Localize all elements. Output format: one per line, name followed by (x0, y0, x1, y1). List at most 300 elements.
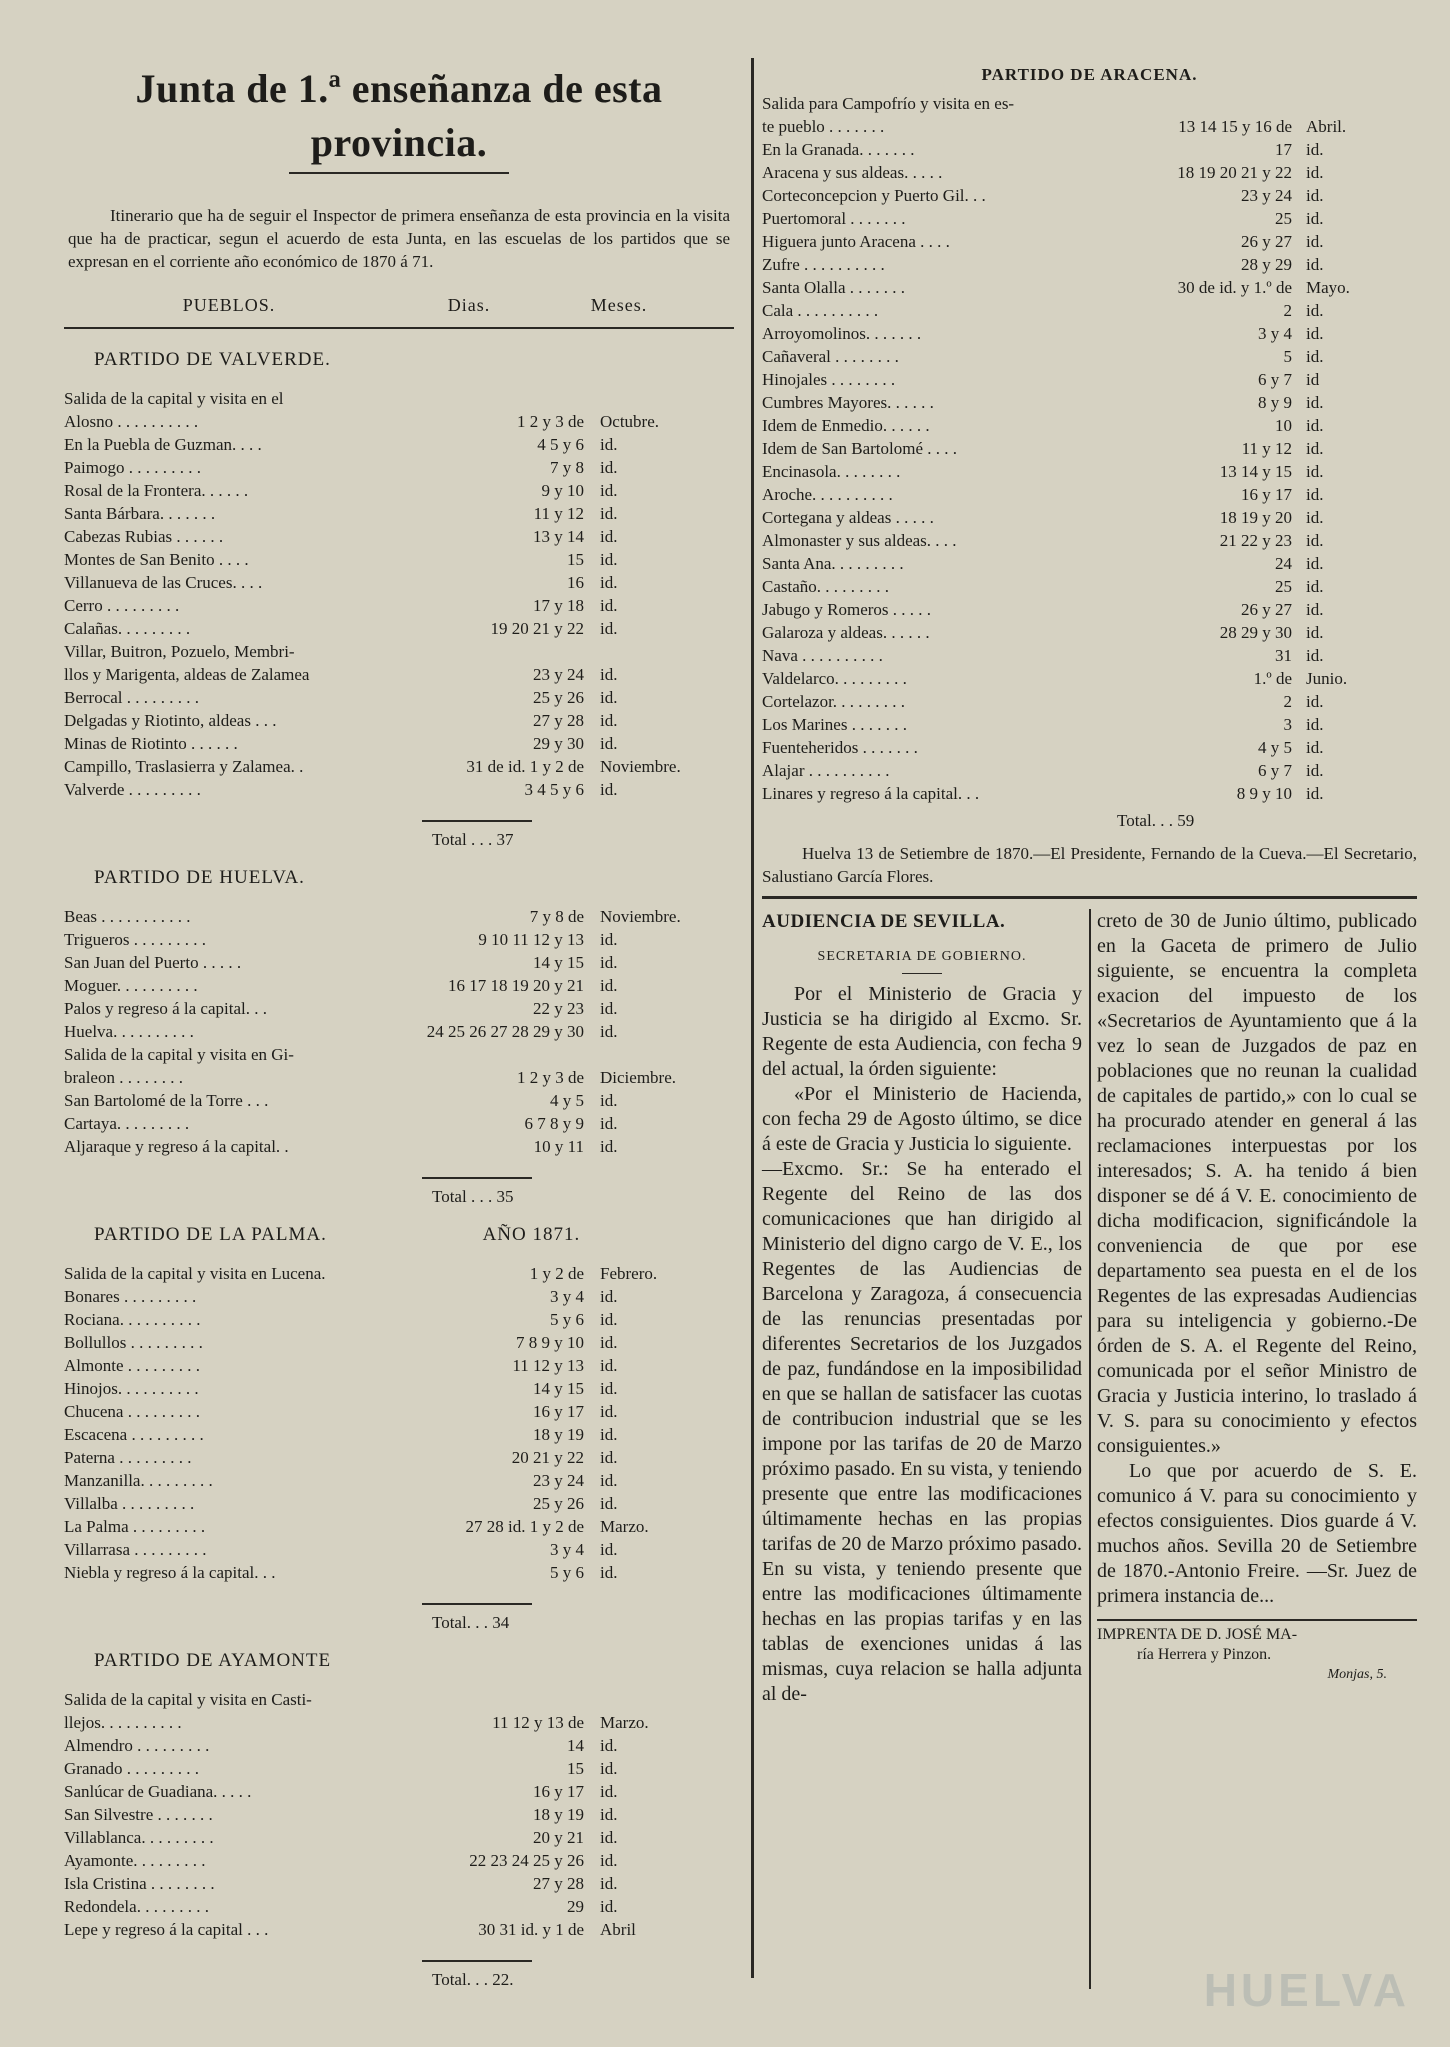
table-row (64, 732, 734, 755)
dias-cell: 13 14 y 15 (1219, 462, 1292, 481)
meses-cell: id. (1306, 324, 1324, 343)
table-row (64, 1400, 734, 1423)
page-title: Junta de 1.ª enseñanza de esta provincia. (135, 66, 663, 165)
meses-cell: id. (600, 1310, 618, 1329)
meses-cell: id. (600, 1851, 618, 1870)
pueblo-cell: Galaroza y aldeas. . . . . . (762, 623, 930, 642)
dias-cell: 11 12 y 13 (512, 1356, 584, 1375)
table-row (762, 552, 1417, 575)
table-row (762, 345, 1417, 368)
dias-cell: 1 2 y 3 de (516, 412, 584, 431)
section-heading-aracena: PARTIDO DE ARACENA. (981, 65, 1198, 84)
dias-cell: 11 12 y 13 de (492, 1713, 584, 1732)
meses-cell: Abril. (1306, 117, 1347, 136)
meses-cell: Febrero. (600, 1264, 658, 1283)
dias-cell: 20 y 21 (533, 1828, 584, 1847)
table-row (64, 1135, 734, 1158)
total-huelva (64, 1162, 734, 1208)
title-rule (289, 172, 509, 174)
meses-cell: Junio. (1306, 669, 1348, 688)
meses-cell: id. (600, 1471, 618, 1490)
table-row (762, 529, 1417, 552)
pueblo-cell: Cañaveral . . . . . . . . (762, 347, 899, 366)
dias-cell: 18 19 y 20 (1219, 508, 1292, 527)
pueblo-cell: En la Granada. . . . . . . (762, 140, 915, 159)
table-row (762, 621, 1417, 644)
pueblo-cell: Cartaya. . . . . . . . . (64, 1114, 190, 1133)
meses-cell: id. (600, 481, 618, 500)
table-row (64, 1538, 734, 1561)
dias-cell: 3 (1283, 715, 1292, 734)
pueblo-cell: Cerro . . . . . . . . . (64, 596, 180, 615)
meses-cell: id. (1306, 186, 1324, 205)
dias-cell: 27 y 28 (533, 711, 584, 730)
meses-cell: id. (600, 596, 618, 615)
dias-cell: 3 y 4 (550, 1287, 584, 1306)
right-column (762, 62, 1417, 1989)
pueblo-cell: Almonte . . . . . . . . . (64, 1356, 200, 1375)
pueblo-cell: Beas . . . . . . . . . . . (64, 907, 191, 926)
column-divider (751, 58, 754, 1978)
pueblo-cell: Villar, Buitron, Pozuelo, Membri- (64, 642, 295, 661)
table-row (64, 1849, 734, 1872)
pueblo-cell: Salida de la capital y visita en Lucena. (64, 1264, 326, 1283)
dias-cell: 21 22 y 23 (1219, 531, 1292, 550)
section-heading-palma (94, 1222, 734, 1248)
table-row (64, 1826, 734, 1849)
dias-cell: 6 y 7 (1258, 370, 1292, 389)
table-row (762, 115, 1417, 138)
pueblo-cell: Redondela. . . . . . . . . (64, 1897, 209, 1916)
table-row (762, 368, 1417, 391)
pueblo-cell: Cabezas Rubias . . . . . . (64, 527, 224, 546)
meses-cell: id. (600, 1540, 618, 1559)
pueblo-cell: Salida de la capital y visita en Casti- (64, 1690, 312, 1709)
dias-cell: 8 y 9 (1258, 393, 1292, 412)
dias-cell: 25 (1275, 209, 1292, 228)
meses-cell: id. (600, 504, 618, 523)
meses-cell (590, 1688, 730, 1711)
total-rule (422, 1960, 532, 1962)
pueblo-cell: Valverde . . . . . . . . . (64, 780, 201, 799)
dias-cell: 24 25 26 27 28 29 y 30 (426, 1022, 584, 1041)
dias-cell: 23 y 24 (533, 665, 584, 684)
table-row (64, 1089, 734, 1112)
pueblo-cell: Salida de la capital y visita en el (64, 389, 284, 408)
pueblo-cell: Villalba . . . . . . . . . (64, 1494, 195, 1513)
palma-heading-text: PARTIDO DE LA PALMA. (94, 1224, 327, 1245)
dias-cell: 18 y 19 (533, 1805, 584, 1824)
table-row (64, 1780, 734, 1803)
pueblo-cell: Berrocal . . . . . . . . . (64, 688, 200, 707)
meses-cell: id. (1306, 784, 1324, 803)
table-aracena (762, 92, 1417, 805)
pueblo-cell: Chucena . . . . . . . . . (64, 1402, 200, 1421)
dias-cell: 22 y 23 (533, 999, 584, 1018)
article-paragraph-3: —Excmo. Sr.: Se ha enterado el Regente del Reino de las dos comunicaciones que han dirigido al Ministerio del digno cargo de V. E., los Regentes de las Audiencias de Barcelona y Zaragoza, á consecuencia de las renuncias presentadas por diferentes Secretarios de los Juzgados de paz, fundándose en la imposibilidad en que se hallan de satisfacer las cuotas de contribucion industrial que se les impone por las tarifas de 20 de Marzo próximo pasado. En su vista, y teniendo presente que entre las modificaciones últimamente hechas en las propias tarifas de 20 de Marzo próximo pasado. En su vista, y teniendo presente que entre las modificaciones últimamente hechas en las propias tarifas y en las tablas de exenciones unidas á las mismas, cuya relacion se halla adjunta al de- (762, 1158, 1082, 1705)
dias-cell: 29 y 30 (533, 734, 584, 753)
table-row (64, 594, 734, 617)
table-row (762, 299, 1417, 322)
table-row (762, 667, 1417, 690)
table-row (64, 571, 734, 594)
meses-cell: id. (600, 780, 618, 799)
meses-cell: id. (1306, 692, 1324, 711)
dias-cell: 3 y 4 (550, 1540, 584, 1559)
pueblo-cell: Idem de Enmedio. . . . . . (762, 416, 930, 435)
pueblo-cell: La Palma . . . . . . . . . (64, 1517, 206, 1536)
meses-cell: id. (600, 1494, 618, 1513)
dias-cell (394, 640, 590, 663)
table-row (64, 1803, 734, 1826)
dias-cell: 15 (567, 550, 584, 569)
column-headers (64, 295, 734, 321)
meses-cell: id. (600, 1333, 618, 1352)
year-label: AÑO 1871. (482, 1224, 581, 1245)
pueblo-cell: San Bartolomé de la Torre . . . (64, 1091, 269, 1110)
pueblo-cell: Higuera junto Aracena . . . . (762, 232, 950, 251)
dias-cell: 22 23 24 25 y 26 (469, 1851, 584, 1870)
dias-cell: 14 (567, 1736, 584, 1755)
meses-cell: id. (600, 1736, 618, 1755)
pueblo-cell: Arroyomolinos. . . . . . . (762, 324, 922, 343)
meses-cell: id. (600, 458, 618, 477)
dias-cell: 18 y 19 (533, 1425, 584, 1444)
table-row (64, 755, 734, 778)
pueblo-cell: Hinojales . . . . . . . . (762, 370, 896, 389)
pueblo-cell: Montes de San Benito . . . . (64, 550, 249, 569)
pueblo-cell: Sanlúcar de Guadiana. . . . . (64, 1782, 252, 1801)
meses-cell: id. (1306, 209, 1324, 228)
meses-cell: id. (600, 1356, 618, 1375)
dias-cell: 9 10 11 12 y 13 (478, 930, 584, 949)
table-row (762, 713, 1417, 736)
meses-cell: id. (600, 1114, 618, 1133)
dias-cell: 2 (1283, 301, 1292, 320)
meses-cell: Marzo. (600, 1517, 649, 1536)
dias-cell: 5 y 6 (550, 1310, 584, 1329)
meses-cell: id. (600, 573, 618, 592)
table-row (64, 1446, 734, 1469)
dias-cell: 13 y 14 (533, 527, 584, 546)
article-paragraph-5: Lo que por acuerdo de S. E. comunico á V. para su conocimiento y efectos consiguientes. Dios guarde á V. muchos años. Sevilla 20 de Setiembre de 1870.-Antonio Freire. —Sr. Juez de primera instancia de... (1097, 1460, 1417, 1607)
total-text: Total. . . 22. (432, 1970, 514, 1989)
pueblo-cell: Alosno . . . . . . . . . . (64, 412, 199, 431)
pueblo-cell: Trigueros . . . . . . . . . (64, 930, 206, 949)
meses-cell: id. (600, 930, 618, 949)
dias-cell: 5 y 6 (550, 1563, 584, 1582)
pueblo-cell: Almonaster y sus aldeas. . . . (762, 531, 957, 550)
pueblo-cell: En la Puebla de Guzman. . . . (64, 435, 262, 454)
pueblo-cell: te pueblo . . . . . . . (762, 117, 885, 136)
pueblo-cell: Isla Cristina . . . . . . . . (64, 1874, 215, 1893)
dias-cell: 6 7 8 y 9 (524, 1114, 584, 1133)
table-row (64, 997, 734, 1020)
meses-cell: id. (600, 1828, 618, 1847)
table-row (64, 387, 734, 410)
table-row (64, 928, 734, 951)
meses-cell: id. (1306, 462, 1324, 481)
subtitle-rule (902, 973, 942, 974)
dias-cell: 11 y 12 (1241, 439, 1292, 458)
table-row (762, 759, 1417, 782)
dias-cell: 5 (1283, 347, 1292, 366)
table-row (64, 548, 734, 571)
meses-cell: id. (600, 734, 618, 753)
pueblo-cell: Palos y regreso á la capital. . . (64, 999, 267, 1018)
meses-cell: id. (600, 1402, 618, 1421)
pueblo-cell: Huelva. . . . . . . . . . (64, 1022, 194, 1041)
header-rule (64, 327, 734, 329)
meses-cell: id. (1306, 531, 1324, 550)
pueblo-cell: San Silvestre . . . . . . . (64, 1805, 213, 1824)
pueblo-cell: Salida de la capital y visita en Gi- (64, 1045, 294, 1064)
pueblo-cell: Calañas. . . . . . . . . (64, 619, 191, 638)
table-row (64, 1423, 734, 1446)
pueblo-cell: Hinojos. . . . . . . . . . (64, 1379, 199, 1398)
table-ayamonte (64, 1688, 734, 1941)
meses-cell: id. (600, 976, 618, 995)
dias-cell: 4 y 5 (1258, 738, 1292, 757)
table-row (64, 1688, 734, 1711)
dias-cell: 8 9 y 10 (1236, 784, 1292, 803)
meses-cell: id. (600, 1425, 618, 1444)
meses-cell: id. (600, 1022, 618, 1041)
pueblo-cell: Delgadas y Riotinto, aldeas . . . (64, 711, 277, 730)
table-row (762, 575, 1417, 598)
audiencia-subtitle: SECRETARIA DE GOBIERNO. (817, 949, 1027, 964)
total-aracena (762, 809, 1417, 832)
dias-cell: 25 y 26 (533, 1494, 584, 1513)
table-row (64, 1711, 734, 1734)
pueblo-cell: Encinasola. . . . . . . . (762, 462, 901, 481)
table-row (64, 433, 734, 456)
article-paragraph-2: «Por el Ministerio de Hacienda, con fecha 29 de Agosto último, se dice á este de Gracia y Justicia lo siguiente. (762, 1083, 1082, 1155)
meses-cell: id. (1306, 623, 1324, 642)
meses-cell: id. (1306, 416, 1324, 435)
dias-cell: 31 de id. 1 y 2 de (466, 757, 584, 776)
meses-cell: id. (1306, 577, 1324, 596)
meses-cell: Octubre. (600, 412, 660, 431)
table-row (64, 709, 734, 732)
meses-cell: id. (600, 999, 618, 1018)
meses-cell: id. (600, 619, 618, 638)
dias-cell: 30 31 id. y 1 de (478, 1920, 584, 1939)
dias-cell: 3 4 5 y 6 (524, 780, 584, 799)
meses-cell: id. (1306, 600, 1324, 619)
total-rule (422, 1177, 532, 1179)
meses-cell: id. (600, 1874, 618, 1893)
meses-cell: id. (1306, 393, 1324, 412)
pueblo-cell: Santa Ana. . . . . . . . . (762, 554, 904, 573)
dias-cell: 16 (567, 573, 584, 592)
pueblo-cell: Villarrasa . . . . . . . . . (64, 1540, 207, 1559)
header-pueblos: PUEBLOS. (182, 295, 276, 315)
table-row (762, 690, 1417, 713)
table-row (64, 479, 734, 502)
pueblo-cell: Villanueva de las Cruces. . . . (64, 573, 263, 592)
meses-cell (590, 1043, 730, 1066)
total-text: Total. . . 34 (432, 1613, 510, 1632)
pueblo-cell: Villablanca. . . . . . . . . (64, 1828, 214, 1847)
dias-cell: 11 y 12 (533, 504, 584, 523)
table-row (64, 1020, 734, 1043)
dias-cell: 27 y 28 (533, 1874, 584, 1893)
meses-cell: id. (600, 1782, 618, 1801)
table-row (762, 506, 1417, 529)
signature-paragraph: Huelva 13 de Setiembre de 1870.—El Presidente, Fernando de la Cueva.—El Secretario, Salustiano García Flores. (762, 844, 1417, 886)
table-row (64, 1285, 734, 1308)
pueblo-cell: Cala . . . . . . . . . . (762, 301, 879, 320)
pueblo-cell: Idem de San Bartolomé . . . . (762, 439, 957, 458)
printer-imprint (1097, 1619, 1417, 1685)
article-column-divider (1089, 909, 1091, 1989)
meses-cell: id. (1306, 554, 1324, 573)
dias-cell: 16 y 17 (533, 1782, 584, 1801)
dias-cell: 3 y 4 (1258, 324, 1292, 343)
dias-cell (394, 1688, 590, 1711)
pueblo-cell: Los Marines . . . . . . . (762, 715, 907, 734)
pueblo-cell: Campillo, Traslasierra y Zalamea. . (64, 757, 304, 776)
table-row (762, 736, 1417, 759)
archive-watermark: HUELVA (1203, 1964, 1410, 2016)
meses-cell: id. (600, 953, 618, 972)
pueblo-cell: Alajar . . . . . . . . . . (762, 761, 890, 780)
table-row (762, 253, 1417, 276)
dias-cell: 16 y 17 (1241, 485, 1292, 504)
table-row (762, 92, 1417, 115)
table-row (64, 1492, 734, 1515)
dias-cell: 4 y 5 (550, 1091, 584, 1110)
table-row (64, 1515, 734, 1538)
meses-cell: Noviembre. (600, 907, 681, 926)
dias-cell: 1.º de (1253, 669, 1292, 688)
table-row (64, 1262, 734, 1285)
table-row (64, 1561, 734, 1584)
table-row (64, 1469, 734, 1492)
dias-cell: 25 y 26 (533, 688, 584, 707)
article-column-2 (1097, 909, 1417, 1989)
total-text: Total . . . 37 (432, 830, 514, 849)
dias-cell: 20 21 y 22 (511, 1448, 584, 1467)
pueblo-cell: braleon . . . . . . . . (64, 1068, 183, 1087)
table-huelva (64, 905, 734, 1158)
table-row (762, 437, 1417, 460)
dias-cell: 25 (1275, 577, 1292, 596)
dias-cell: 19 20 21 y 22 (490, 619, 584, 638)
pueblo-cell: Rociana. . . . . . . . . . (64, 1310, 201, 1329)
meses-cell (1298, 92, 1406, 115)
pueblo-cell: Lepe y regreso á la capital . . . (64, 1920, 269, 1939)
dias-cell: 26 y 27 (1241, 600, 1292, 619)
meses-cell: Abril (600, 1920, 636, 1939)
table-row (64, 1757, 734, 1780)
pueblo-cell: Valdelarco. . . . . . . . . (762, 669, 907, 688)
total-rule (422, 1603, 532, 1605)
pueblo-cell: Nava . . . . . . . . . . (762, 646, 883, 665)
table-row (762, 138, 1417, 161)
pueblo-cell: Puertomoral . . . . . . . (762, 209, 906, 228)
table-row (64, 905, 734, 928)
table-row (64, 778, 734, 801)
meses-cell: id. (600, 1805, 618, 1824)
pueblo-cell: Cortelazor. . . . . . . . . (762, 692, 906, 711)
meses-cell: id. (1306, 738, 1324, 757)
pueblo-cell: Moguer. . . . . . . . . . (64, 976, 198, 995)
pueblo-cell: Escacena . . . . . . . . . (64, 1425, 204, 1444)
table-row (64, 1331, 734, 1354)
meses-cell: id. (1306, 255, 1324, 274)
pueblo-cell: llejos. . . . . . . . . . (64, 1713, 182, 1732)
meses-cell: Mayo. (1306, 278, 1350, 297)
article-paragraph-4: creto de 30 de Junio último, publicado en la Gaceta de primero de Julio siguiente, se encuentra la completa exacion del impuesto de los «Secretarios de Ayuntamiento que á la vez lo sean de Juzgados de paz en poblaciones que no reunan la cualidad de capitales de partido,» con lo cual se ha procurado atender en general á las reclamaciones interpuestas por los interesados; S. A. ha tenido á bien disponer se dé á V. E. conocimiento de dicha modificacion, significándole la conveniencia de que por ese departamento sea puesta en el de los Regentes de las expresadas Audiencias para su inteligencia y gobierno.-De órden de S. A. el Regente del Reino, comunicada por el señor Ministro de Gracia y Justicia interino, lo traslado á V. S. para su conocimiento y efectos consiguientes.» (1097, 910, 1417, 1457)
meses-cell (590, 387, 730, 410)
dias-cell (1122, 92, 1298, 115)
table-row (64, 1377, 734, 1400)
table-palma (64, 1262, 734, 1584)
table-row (762, 161, 1417, 184)
dias-cell: 13 14 15 y 16 de (1178, 117, 1292, 136)
table-row (64, 1112, 734, 1135)
total-ayamonte (64, 1945, 734, 1991)
dias-cell: 17 (1275, 140, 1292, 159)
meses-cell: id. (1306, 347, 1324, 366)
header-meses: Meses. (590, 295, 648, 315)
meses-cell: id. (1306, 163, 1324, 182)
pueblo-cell: Aracena y sus aldeas. . . . . (762, 163, 943, 182)
header-dias: Dias. (447, 295, 491, 315)
table-row (762, 391, 1417, 414)
table-row (64, 1895, 734, 1918)
meses-cell: id. (1306, 508, 1324, 527)
table-row (762, 460, 1417, 483)
table-row (64, 974, 734, 997)
dias-cell: 17 y 18 (533, 596, 584, 615)
dias-cell: 6 y 7 (1258, 761, 1292, 780)
dias-cell: 29 (567, 1897, 584, 1916)
meses-cell: id. (600, 1287, 618, 1306)
dias-cell (394, 1043, 590, 1066)
pueblo-cell: Ayamonte. . . . . . . . . (64, 1851, 206, 1870)
dias-cell: 28 y 29 (1241, 255, 1292, 274)
dias-cell: 28 29 y 30 (1219, 623, 1292, 642)
dias-cell: 2 (1283, 692, 1292, 711)
dias-cell: 15 (567, 1759, 584, 1778)
meses-cell: id. (1306, 140, 1324, 159)
total-text: Total . . . 35 (432, 1187, 514, 1206)
dias-cell: 26 y 27 (1241, 232, 1292, 251)
table-row (762, 276, 1417, 299)
section-heading-valverde: PARTIDO DE VALVERDE. (94, 349, 331, 370)
article-column-1 (762, 909, 1082, 1989)
meses-cell: id. (600, 435, 618, 454)
meses-cell: id. (600, 1563, 618, 1582)
table-row (64, 640, 734, 663)
table-row (762, 782, 1417, 805)
dias-cell: 24 (1275, 554, 1292, 573)
dias-cell: 10 y 11 (533, 1137, 584, 1156)
table-row (64, 1043, 734, 1066)
pueblo-cell: Cumbres Mayores. . . . . . (762, 393, 934, 412)
meses-cell: id. (600, 527, 618, 546)
table-row (762, 230, 1417, 253)
table-row (762, 322, 1417, 345)
meses-cell: id (1306, 370, 1320, 389)
meses-cell: id. (1306, 301, 1324, 320)
pueblo-cell: Santa Olalla . . . . . . . (762, 278, 906, 297)
dias-cell: 27 28 id. 1 y 2 de (465, 1517, 584, 1536)
meses-cell: id. (1306, 485, 1324, 504)
